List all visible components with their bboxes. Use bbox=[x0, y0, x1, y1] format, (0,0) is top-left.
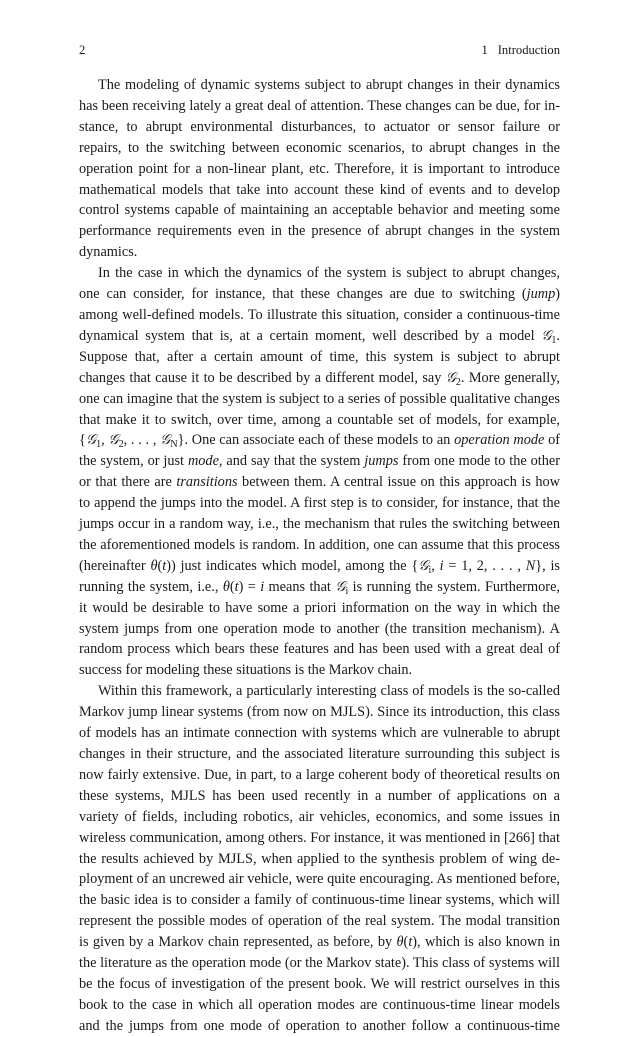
math-symbol: t bbox=[162, 557, 167, 574]
math-subscript: 1 bbox=[96, 439, 102, 451]
emphasis-term: jumps bbox=[364, 453, 399, 470]
math-symbol: 𝒢 bbox=[445, 369, 456, 386]
book-page bbox=[79, 42, 560, 1037]
math-symbol: θ bbox=[222, 578, 230, 595]
emphasis-term: operation mode bbox=[454, 432, 545, 449]
chapter-heading bbox=[481, 42, 560, 58]
math-subscript: 1 bbox=[551, 334, 557, 346]
math-symbol: 𝒢 bbox=[541, 327, 552, 344]
math-symbol: 𝒢 bbox=[160, 432, 171, 449]
math-subscript: 2 bbox=[118, 439, 124, 451]
math-subscript: i bbox=[428, 564, 432, 576]
paragraph-1: The modeling of dynamic systems subject to abrupt changes in their dynamics has been receiving lately a great deal of attention. These changes can be due, for instance, to abrupt environmental disturbances, to actuator or sensor failure or repairs, to the switching between economic scenarios, to abrupt changes in the operation point for a non-linear plant, etc. Therefore, it is important to introduce mathematical models that take into account these kind of events and to develop control systems capable of maintaining an acceptable behavior and meeting some performance requirements even in the presence of abrupt changes in the system dynamics. bbox=[79, 77, 560, 261]
math-symbol: 𝒢 bbox=[418, 557, 429, 574]
page-number: 2 bbox=[79, 43, 86, 57]
chapter-title: Introduction bbox=[497, 43, 560, 57]
math-subscript: N bbox=[170, 439, 178, 451]
math-subscript: i bbox=[345, 585, 349, 597]
body-text bbox=[79, 75, 560, 1037]
math-symbol: 𝒢 bbox=[335, 578, 346, 595]
emphasis-term: jump bbox=[526, 286, 556, 303]
math-symbol: θ bbox=[396, 934, 404, 951]
math-symbol: N bbox=[525, 557, 536, 574]
emphasis-term: transitions bbox=[176, 474, 238, 491]
math-symbol: t bbox=[408, 934, 413, 951]
math-symbol: i bbox=[439, 557, 444, 574]
chapter-number: 1 bbox=[481, 43, 488, 57]
math-symbol: i bbox=[260, 578, 265, 595]
math-symbol: θ bbox=[150, 557, 158, 574]
math-symbol: 𝒢 bbox=[108, 432, 119, 449]
paragraph-3: Within this framework, a particularly interesting class of models is the so-called Markov jump linear systems (from now on MJLS). Since its introduction, this class of models has an intimate connection with systems which are vulnerable to abrupt changes in their structure, and the associated literature surrounding this subject is now fairly extensive. Due, in part, to a large coherent body of theoretical results on these systems, MJLS has been used recently in a number of applications on a variety of fields, including robotics, air vehicles, economics, and some issues in wireless communication, among others. For instance, it was mentioned in [266] that the results achieved by MJLS, when applied to the synthesis problem of wing deployment of an uncrewed air vehicle, were quite encouraging. As mentioned before, the basic idea is to consider a family of continuous-time linear systems, which will represent the possible modes of operation of the real system. The modal transition is given by a Markov chain represented, as before, by θ(t), which is also known in the literature as the operation mode (or the Markov state). This class of systems will be the focus of investigation of the present book. We will restrict ourselves in this book to the case in which all operation modes are continuous-time linear models and the jumps from one mode of operation to another follow a continuous-time bbox=[79, 683, 560, 1034]
emphasis-term: mode bbox=[187, 453, 219, 470]
math-symbol: t bbox=[234, 578, 239, 595]
math-subscript: 2 bbox=[455, 376, 461, 388]
running-head bbox=[79, 42, 560, 58]
paragraph-2: In the case in which the dynamics of the system is subject to abrupt changes, one can consider, for instance, that these changes are due to switching (jump) among well-defined models. To illustrate this situation, consider a continuous-time dynamical system that is, at a certain moment, well described by a model 𝒢$_1$. Suppose that, after a certain amount of time, this system is subject to abrupt changes that cause it to be described by a different model, say 𝒢$_2$. More generally, one can imagine that the system is subject to a series of possible qualitative changes that make it to switch, over time, among a countable set of models, for example, {𝒢$_1$, 𝒢$_2$, . . . , 𝒢$_N$}. One can associate each of these models to an operation mode of the system, or just mode, and say that the system jumps from one mode to the other or that there are transitions between them. A central issue on this approach is how to append the jumps into the model. A first step is to consider, for instance, that the jumps occur in a random way, i.e., the mechanism that rules the switching between the aforementioned models is random. In addition, one can assume that this process (hereinafter θ(t)) just indicates which model, among the {𝒢$_i$, i = 1, 2, . . . , N}, is running the system, i.e., θ(t) = i means that 𝒢$_i$ is running the system. Furthermore, it would be desirable to have some a priori information on the way in which the system jumps from one operation mode to another (the transition mechanism). A random process which bears these features and has been used with a great deal of success for modeling these situations is the Markov chain. bbox=[79, 265, 561, 679]
math-symbol: 𝒢 bbox=[85, 432, 97, 449]
